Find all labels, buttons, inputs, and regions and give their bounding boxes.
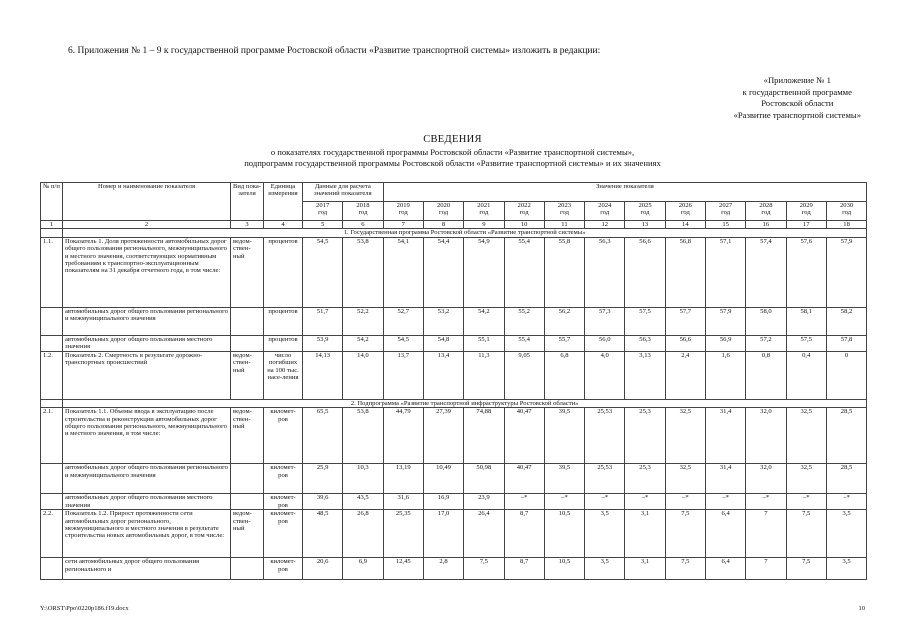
column-number: 11 — [544, 221, 584, 229]
header-year-2019 — [383, 202, 423, 221]
column-number: 9 — [464, 221, 504, 229]
header-year-2017 — [303, 202, 343, 221]
indicator-name: автомобильных дорог общего пользования местного значения — [63, 494, 231, 510]
header-year-2028 — [746, 202, 786, 221]
table-row — [41, 351, 867, 399]
year-unit: год — [640, 209, 650, 217]
year-value: 2019 — [396, 202, 410, 209]
value-cell: 0 — [826, 351, 866, 399]
column-number: 3 — [231, 221, 264, 229]
table-row — [41, 510, 867, 558]
indicator-kind: ведом-ствен-ный — [231, 408, 264, 464]
value-cell: 10,49 — [423, 464, 463, 494]
value-cell: 8,7 — [504, 558, 544, 580]
indicator-unit: километ-ров — [264, 558, 303, 580]
row-number — [41, 307, 63, 335]
value-cell: 55,4 — [504, 335, 544, 351]
header-calc: Данные для расчета значений показателя — [303, 183, 384, 202]
value-cell: 48,5 — [303, 510, 343, 558]
indicator-unit: процентов — [264, 307, 303, 335]
header-name: Номер и наименование показателя — [63, 183, 231, 221]
column-number: 7 — [383, 221, 423, 229]
header-year-2029 — [786, 202, 826, 221]
year-unit: год — [559, 209, 569, 217]
value-cell: 52,2 — [343, 307, 383, 335]
value-cell: 53,8 — [343, 408, 383, 464]
year-value: 2020 — [436, 202, 451, 209]
value-cell: 25,53 — [585, 464, 625, 494]
value-cell: 54,1 — [383, 237, 423, 307]
header-year-2025 — [625, 202, 665, 221]
value-cell: –* — [826, 494, 866, 510]
row-number — [41, 558, 63, 580]
value-cell: 31,6 — [383, 494, 423, 510]
row-number: 1.2. — [41, 351, 63, 399]
column-number: 16 — [746, 221, 786, 229]
header-year-2030 — [826, 202, 866, 221]
appendix-line: «Приложение № 1 — [763, 75, 831, 85]
value-cell: 32,0 — [746, 408, 786, 464]
value-cell: 10,3 — [343, 464, 383, 494]
section-title: 2. Подпрограмма «Развитие транспортной инфраструктуры Ростовской области» — [63, 399, 867, 407]
indicator-kind — [231, 335, 264, 351]
column-number: 4 — [264, 221, 303, 229]
indicator-name: автомобильных дорог общего пользования регионального и межмуниципального значения — [63, 464, 231, 494]
year-unit: год — [358, 209, 368, 217]
value-cell: 57,9 — [826, 237, 866, 307]
year-value: 2026 — [678, 202, 692, 209]
header-num: № п/п — [41, 183, 63, 221]
indicator-unit: километ-ров — [264, 494, 303, 510]
header-kind: Вид пока-зателя — [231, 183, 264, 221]
value-cell: 40,47 — [504, 464, 544, 494]
year-unit: год — [680, 209, 690, 217]
value-cell: 57,2 — [746, 335, 786, 351]
value-cell: 25,9 — [303, 464, 343, 494]
value-cell: 7,5 — [786, 558, 826, 580]
year-value: 2029 — [799, 202, 813, 209]
year-unit: год — [318, 209, 328, 217]
page-number: 10 — [858, 605, 865, 612]
year-unit: год — [519, 209, 529, 217]
value-cell: 6,8 — [544, 351, 584, 399]
value-cell: 6,4 — [705, 558, 745, 580]
value-cell: 55,2 — [504, 307, 544, 335]
value-cell: 44,79 — [383, 408, 423, 464]
appendix-heading — [734, 75, 861, 121]
value-cell: 0,4 — [786, 351, 826, 399]
value-cell: 55,1 — [464, 335, 504, 351]
value-cell: 7,5 — [665, 558, 705, 580]
indicator-kind — [231, 494, 264, 510]
year-value: 2021 — [477, 202, 491, 209]
value-cell: 43,5 — [343, 494, 383, 510]
value-cell: 74,88 — [464, 408, 504, 464]
column-number: 5 — [303, 221, 343, 229]
value-cell: 20,6 — [303, 558, 343, 580]
file-path: Y:\ORST\Ppo\0220p186.f19.docx — [40, 605, 129, 612]
column-number: 17 — [786, 221, 826, 229]
value-cell: 32,0 — [746, 464, 786, 494]
value-cell: 32,5 — [665, 464, 705, 494]
value-cell: 55,4 — [504, 237, 544, 307]
value-cell: 32,5 — [665, 408, 705, 464]
year-unit: год — [398, 209, 408, 217]
value-cell: 3,5 — [585, 510, 625, 558]
indicator-unit: километ-ров — [264, 510, 303, 558]
column-number: 18 — [826, 221, 866, 229]
value-cell: 56,6 — [625, 237, 665, 307]
indicator-unit: процентов — [264, 335, 303, 351]
column-number: 1 — [41, 221, 63, 229]
appendix-line: к государственной программе — [742, 86, 852, 97]
value-cell: 13,4 — [423, 351, 463, 399]
table-row — [41, 307, 867, 335]
section-title: 1. Государственная программа Ростовской области «Развитие транспортной системы» — [63, 229, 867, 237]
value-cell: 17,0 — [423, 510, 463, 558]
value-cell: 54,2 — [464, 307, 504, 335]
value-cell: 58,1 — [786, 307, 826, 335]
value-cell: 3,1 — [625, 558, 665, 580]
value-cell: 11,3 — [464, 351, 504, 399]
value-cell: 56,9 — [705, 335, 745, 351]
indicator-name: сети автомобильных дорог общего пользования регионального и — [63, 558, 231, 580]
value-cell: –* — [544, 494, 584, 510]
header-year-2023 — [544, 202, 584, 221]
indicators-table — [40, 182, 867, 580]
row-number: 2.1. — [41, 408, 63, 464]
indicator-kind: ведом-ствен-ный — [231, 510, 264, 558]
header-year-2021 — [464, 202, 504, 221]
value-cell: 2,8 — [423, 558, 463, 580]
value-cell: 31,4 — [705, 408, 745, 464]
year-value: 2030 — [839, 202, 854, 209]
value-cell: 54,5 — [383, 335, 423, 351]
value-cell: 57,8 — [826, 335, 866, 351]
header-year-2026 — [665, 202, 705, 221]
value-cell: 57,3 — [585, 307, 625, 335]
value-cell: 0,8 — [746, 351, 786, 399]
table-row — [41, 494, 867, 510]
section-row — [41, 229, 867, 237]
value-cell: 7,5 — [464, 558, 504, 580]
indicator-kind: ведом-ствен-ный — [231, 237, 264, 307]
row-number — [41, 494, 63, 510]
column-number: 15 — [705, 221, 745, 229]
section-spacer — [41, 399, 63, 407]
table-row — [41, 237, 867, 307]
value-cell: 7 — [746, 558, 786, 580]
value-cell: 3,1 — [625, 510, 665, 558]
value-cell: 7,5 — [786, 510, 826, 558]
indicator-name: Показатель 1.1. Объемы ввода в эксплуатацию после строительства и реконструкции автомобильных дорог общего пользования регионального, межмуниципального и местного значения, в том числе: — [63, 408, 231, 464]
value-cell: 58,2 — [826, 307, 866, 335]
indicator-name: Показатель 1. Доля протяженности автомобильных дорог общего пользования регионального, межмуниципального и местного значения, соответствующих нормативным требованиям к транспортно-эксплуатационным показателям на 31 декабря отчетного года, в том числе: — [63, 237, 231, 307]
year-value: 2023 — [557, 202, 572, 209]
value-cell: 54,2 — [343, 335, 383, 351]
value-cell: 12,45 — [383, 558, 423, 580]
value-cell: 57,9 — [705, 307, 745, 335]
value-cell: 14,0 — [343, 351, 383, 399]
value-cell: 10,5 — [544, 558, 584, 580]
value-cell: 25,3 — [625, 408, 665, 464]
value-cell: 25,3 — [625, 464, 665, 494]
value-cell: –* — [705, 494, 745, 510]
table-row — [41, 558, 867, 580]
value-cell: 10,5 — [544, 510, 584, 558]
appendix-line: «Развитие транспортной системы» — [733, 109, 861, 120]
indicator-unit: километ-ров — [264, 408, 303, 464]
column-number: 13 — [625, 221, 665, 229]
value-cell: 56,3 — [625, 335, 665, 351]
value-cell: 57,5 — [786, 335, 826, 351]
year-unit: год — [600, 209, 610, 217]
year-value: 2028 — [759, 202, 773, 209]
value-cell: 57,1 — [705, 237, 745, 307]
section-spacer — [41, 229, 63, 237]
value-cell: 3,5 — [585, 558, 625, 580]
intro-text: 6. Приложения № 1 – 9 к государственной программе Ростовской области «Развитие транспортной системы» изложить в редакции: — [68, 46, 601, 56]
header-year-2027 — [705, 202, 745, 221]
appendix-line: Ростовской области — [761, 98, 834, 108]
value-cell: 7,5 — [665, 510, 705, 558]
indicator-kind — [231, 307, 264, 335]
header-year-2022 — [504, 202, 544, 221]
column-number: 12 — [585, 221, 625, 229]
header-year-2020 — [423, 202, 463, 221]
value-cell: 50,98 — [464, 464, 504, 494]
value-cell: 65,5 — [303, 408, 343, 464]
year-value: 2017 — [316, 202, 330, 209]
value-cell: 16,9 — [423, 494, 463, 510]
column-number: 14 — [665, 221, 705, 229]
value-cell: 39,5 — [544, 464, 584, 494]
value-cell: 3,5 — [826, 558, 866, 580]
year-unit: год — [761, 209, 771, 217]
year-value: 2022 — [517, 202, 531, 209]
value-cell: 27,39 — [423, 408, 463, 464]
value-cell: 57,6 — [786, 237, 826, 307]
document-title: СВЕДЕНИЯ — [423, 134, 482, 145]
value-cell: 53,9 — [303, 335, 343, 351]
value-cell: 23,9 — [464, 494, 504, 510]
value-cell: 57,7 — [665, 307, 705, 335]
subtitle-line: подпрограмм государственной программы Ростовской области «Развитие транспортной системы» и их значениях — [244, 157, 661, 168]
year-unit: год — [439, 209, 449, 217]
row-number: 2.2. — [41, 510, 63, 558]
row-number — [41, 335, 63, 351]
year-unit: год — [842, 209, 852, 217]
value-cell: 6,9 — [343, 558, 383, 580]
value-cell: 55,8 — [544, 237, 584, 307]
value-cell: 9,05 — [504, 351, 544, 399]
value-cell: 25,35 — [383, 510, 423, 558]
value-cell: 40,47 — [504, 408, 544, 464]
column-number: 6 — [343, 221, 383, 229]
year-value: 2027 — [719, 202, 733, 209]
value-cell: 56,8 — [665, 237, 705, 307]
value-cell: 54,4 — [423, 237, 463, 307]
value-cell: 55,7 — [544, 335, 584, 351]
table-row — [41, 408, 867, 464]
column-number: 2 — [63, 221, 231, 229]
indicator-kind — [231, 464, 264, 494]
indicator-name: Показатель 1.2. Прирост протяженности сети автомобильных дорог регионального, межмуниципального и местного значения в результате строительства новых автомобильных дорог, в том числе: — [63, 510, 231, 558]
indicator-unit: километ-ров — [264, 464, 303, 494]
value-cell: 54,8 — [423, 335, 463, 351]
value-cell: 39,6 — [303, 494, 343, 510]
value-cell: 13,19 — [383, 464, 423, 494]
value-cell: 31,4 — [705, 464, 745, 494]
value-cell: 57,5 — [625, 307, 665, 335]
value-cell: 1,6 — [705, 351, 745, 399]
value-cell: 32,5 — [786, 408, 826, 464]
value-cell: –* — [625, 494, 665, 510]
column-number: 10 — [504, 221, 544, 229]
indicator-name: автомобильных дорог общего пользования регионального и межмуниципального значения — [63, 307, 231, 335]
indicator-kind: ведом-ствен-ный — [231, 351, 264, 399]
value-cell: 57,4 — [746, 237, 786, 307]
value-cell: 53,2 — [423, 307, 463, 335]
value-cell: 52,7 — [383, 307, 423, 335]
year-unit: год — [479, 209, 489, 217]
value-cell: 6,4 — [705, 510, 745, 558]
value-cell: 58,0 — [746, 307, 786, 335]
indicator-name: автомобильных дорог общего пользования местного значения — [63, 335, 231, 351]
value-cell: 8,7 — [504, 510, 544, 558]
value-cell: –* — [585, 494, 625, 510]
value-cell: 3,5 — [826, 510, 866, 558]
value-cell: 3,13 — [625, 351, 665, 399]
value-cell: 2,4 — [665, 351, 705, 399]
value-cell: 39,5 — [544, 408, 584, 464]
value-cell: –* — [786, 494, 826, 510]
value-cell: –* — [504, 494, 544, 510]
year-value: 2024 — [598, 202, 612, 209]
header-unit: Единица измерения — [264, 183, 303, 221]
value-cell: 32,5 — [786, 464, 826, 494]
year-value: 2025 — [638, 202, 652, 209]
subtitle-line: о показателях государственной программы Ростовской области «Развитие транспортной системы», — [270, 147, 635, 157]
value-cell: 56,3 — [585, 237, 625, 307]
value-cell: 28,5 — [826, 464, 866, 494]
value-cell: 53,8 — [343, 237, 383, 307]
value-cell: 4,0 — [585, 351, 625, 399]
header-values: Значение показателя — [383, 183, 867, 202]
document-subtitle — [0, 147, 905, 168]
year-unit: год — [801, 209, 811, 217]
column-number: 8 — [423, 221, 463, 229]
value-cell: 56,0 — [585, 335, 625, 351]
value-cell: 51,7 — [303, 307, 343, 335]
indicator-kind — [231, 558, 264, 580]
table-row — [41, 464, 867, 494]
year-unit: год — [721, 209, 731, 217]
table-row — [41, 335, 867, 351]
section-row — [41, 399, 867, 407]
indicator-unit: число погибших на 100 тыс. насе-ления — [264, 351, 303, 399]
value-cell: 13,7 — [383, 351, 423, 399]
value-cell: 7 — [746, 510, 786, 558]
value-cell: 26,8 — [343, 510, 383, 558]
value-cell: 28,5 — [826, 408, 866, 464]
value-cell: 56,6 — [665, 335, 705, 351]
year-value: 2018 — [356, 202, 370, 209]
value-cell: 26,4 — [464, 510, 504, 558]
value-cell: 54,9 — [464, 237, 504, 307]
value-cell: 14,13 — [303, 351, 343, 399]
value-cell: 56,2 — [544, 307, 584, 335]
value-cell: 54,5 — [303, 237, 343, 307]
value-cell: 25,53 — [585, 408, 625, 464]
header-year-2024 — [585, 202, 625, 221]
row-number — [41, 464, 63, 494]
indicator-unit: процентов — [264, 237, 303, 307]
indicator-name: Показатель 2. Смертность в результате дорожно-транспортных происшествий — [63, 351, 231, 399]
row-number: 1.1. — [41, 237, 63, 307]
header-year-2018 — [343, 202, 383, 221]
value-cell: –* — [665, 494, 705, 510]
value-cell: –* — [746, 494, 786, 510]
